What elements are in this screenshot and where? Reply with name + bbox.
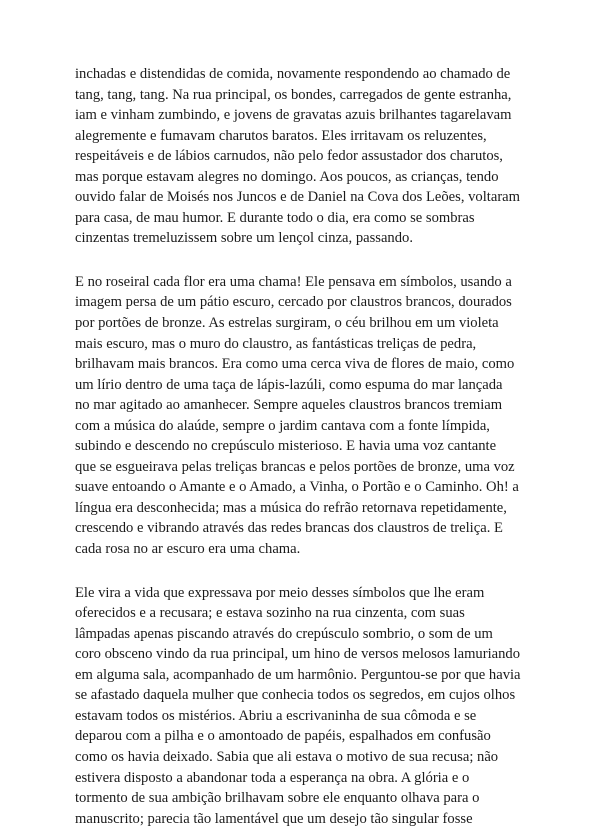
text-line: manuscrito; parecia tão lamentável que um desejo tão singular fosse	[75, 810, 473, 827]
text-line: imagem persa de um pátio escuro, cercado por claustros brancos, dourados	[75, 294, 512, 311]
text-line: por portões de bronze. As estrelas surgiram, o céu brilhou em um violeta	[75, 315, 499, 332]
text-line: E no roseiral cada flor era uma chama! Ele pensava em símbolos, usando a	[75, 273, 512, 290]
text-line: tormento de sua ambição brilhavam sobre ele enquanto olhava para o	[75, 790, 480, 807]
text-line: ouvido falar de Moisés nos Juncos e de Daniel na Cova dos Leões, voltaram	[75, 189, 521, 206]
text-line: inchadas e distendidas de comida, novamente respondendo ao chamado de	[75, 66, 511, 82]
text-line: Ele vira a vida que expressava por meio desses símbolos que lhe eram	[75, 584, 485, 601]
body-text	[75, 64, 537, 829]
text-line: mais escuro, mas o muro do claustro, as fantásticas treliças de pedra,	[75, 335, 477, 352]
text-line: que se esgueirava pelas treliças brancas e pelos portões de bronze, uma voz	[75, 458, 515, 475]
text-line: lâmpadas apenas piscando através do crepúsculo sombrio, o som de um	[75, 625, 493, 642]
text-line: no mar agitado ao amanhecer. Sempre aqueles claustros brancos tremiam	[75, 397, 503, 414]
text-line: para casa, de mau humor. E durante todo o dia, era como se sombras	[75, 209, 475, 226]
text-line: língua era desconhecida; mas a música do refrão retornava repetidamente,	[75, 499, 507, 516]
text-line: suave entoando o Amante e o Amado, a Vinha, o Portão e o Caminho. Oh! a	[75, 479, 519, 496]
text-line: se afastado daquela mulher que conhecia todos os segredos, em cujos olhos	[75, 687, 516, 704]
text-line: coro obsceno vindo da rua principal, um hino de versos melosos lamuriando	[75, 646, 521, 663]
text-line: tang, tang, tang. Na rua principal, os bondes, carregados de gente estranha,	[75, 86, 512, 103]
text-line: um lírio dentro de uma taça de lápis-lazúli, como espuma do mar lançada	[75, 376, 503, 393]
text-line: respeitáveis e de lábios carnudos, não pelo fedor assustador dos charutos,	[75, 148, 503, 165]
text-line: oferecidos e a recusara; e estava sozinho na rua cinzenta, com suas	[75, 605, 465, 622]
paragraph-2	[75, 272, 537, 560]
paragraph-spacer	[75, 249, 537, 272]
text-line: subindo e descendo no crepúsculo misterioso. E havia uma voz cantante	[75, 438, 497, 455]
text-line: alegremente e fumavam charutos baratos. Eles irritavam os reluzentes,	[75, 127, 487, 144]
text-line: cinzentas tremeluzissem sobre um lençol cinza, passando.	[75, 230, 413, 247]
text-line: como os havia deixado. Sabia que ali estava o motivo de sua recusa; não	[75, 748, 499, 765]
text-line: estavam todos os mistérios. Abriu a escrivaninha de sua cômoda e se	[75, 707, 477, 724]
text-line: mas porque estavam alegres no domingo. Aos poucos, as crianças, tendo	[75, 168, 499, 185]
paragraph-1	[75, 64, 537, 249]
text-line: em alguma sala, acompanhado de um harmônio. Perguntou-se por que havia	[75, 666, 521, 683]
text-line: cada rosa no ar escuro era uma chama.	[75, 541, 301, 558]
text-line: crescendo e vibrando através das redes brancas dos claustros de treliça. E	[75, 520, 503, 537]
paragraph-3	[75, 583, 537, 829]
text-line: com a música do alaúde, sempre o jardim cantava com a fonte límpida,	[75, 417, 490, 434]
text-line: estivera disposto a abandonar toda a esperança na obra. A glória e o	[75, 769, 470, 786]
paragraph-spacer	[75, 560, 537, 583]
text-line: deparou com a pilha e o amontoado de papéis, espalhados em confusão	[75, 728, 491, 745]
text-line: brilhavam mais brancos. Era como uma cerca viva de flores de maio, como	[75, 356, 515, 373]
text-line: iam e vinham zumbindo, e jovens de gravatas azuis brilhantes tagarelavam	[75, 107, 512, 124]
